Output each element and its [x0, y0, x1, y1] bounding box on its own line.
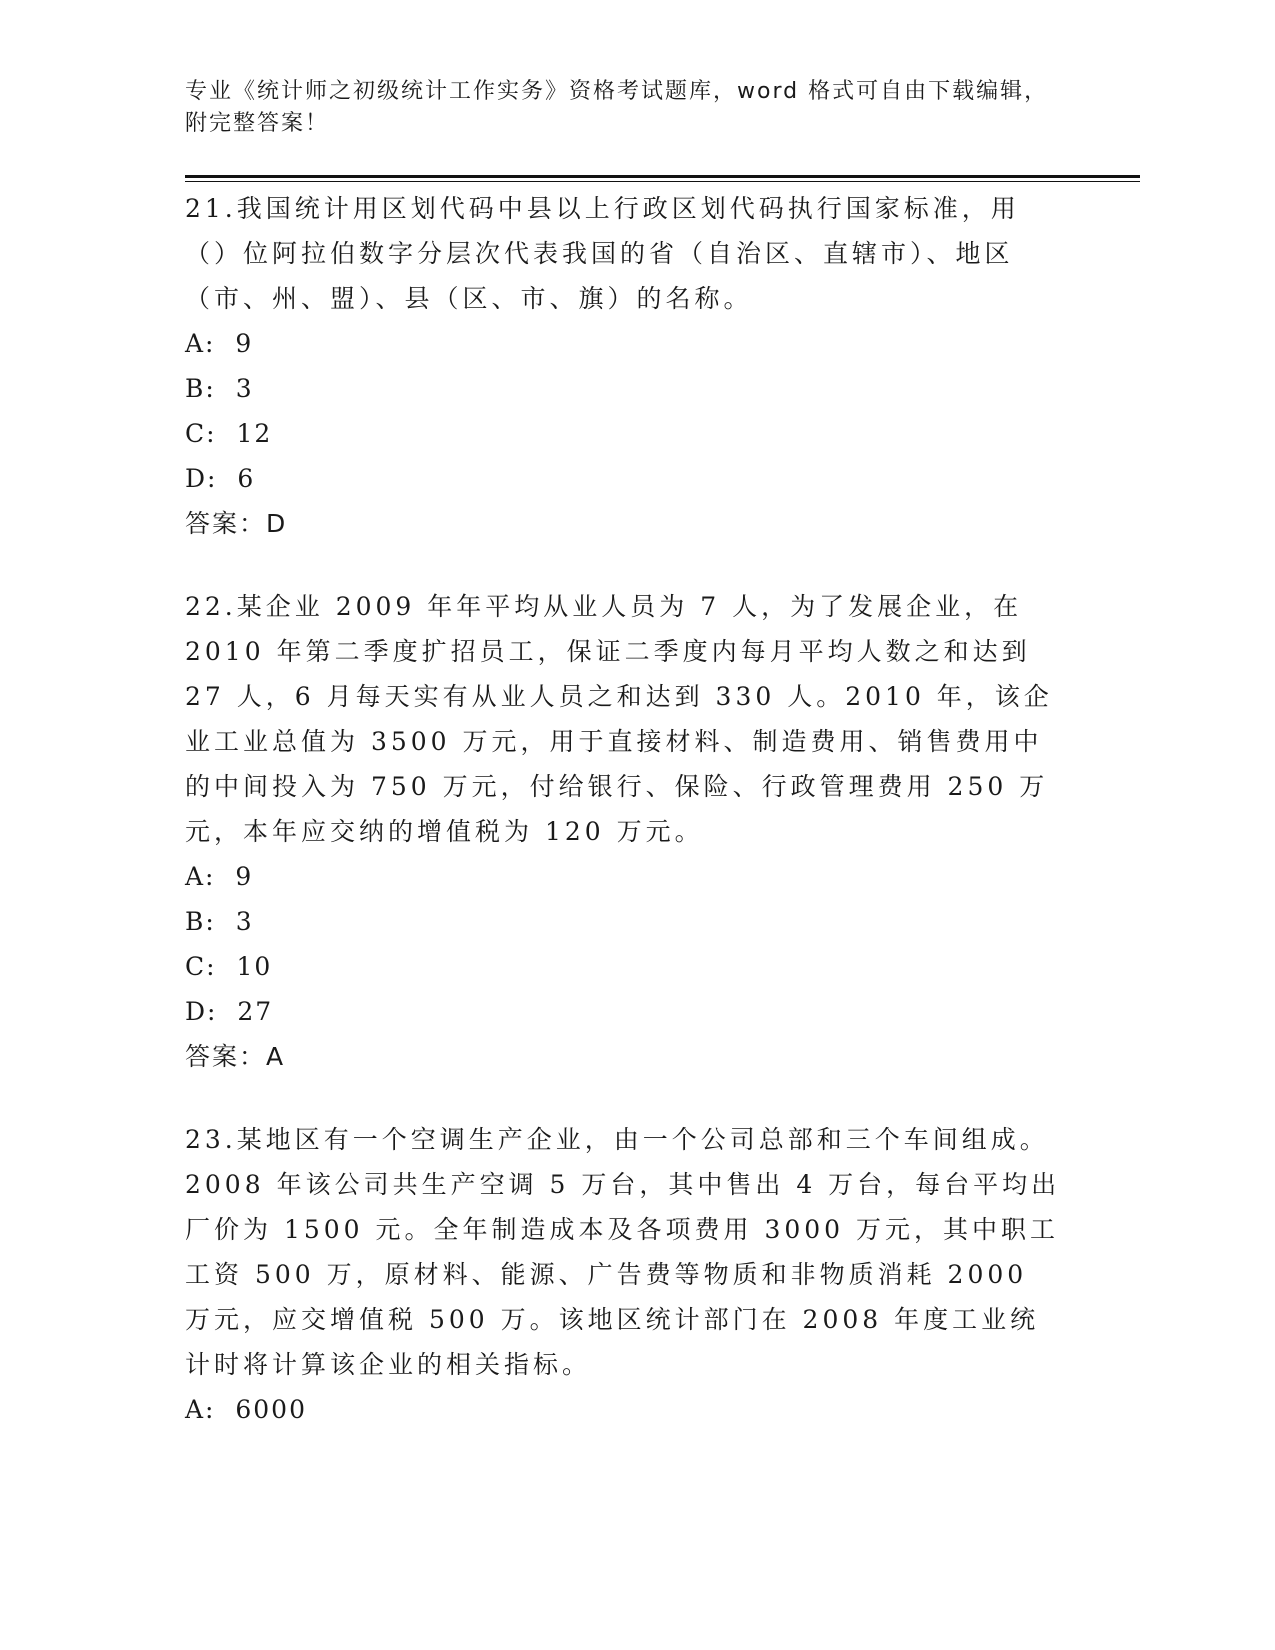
header-divider-thick	[185, 175, 1140, 178]
answer: 答案：A	[185, 1042, 286, 1071]
document-header: 专业《统计师之初级统计工作实务》资格考试题库，word 格式可自由下载编辑，附完整答案！	[185, 79, 1049, 136]
option-d: D: 6	[185, 464, 256, 493]
question-text: 22.某企业 2009 年年平均从业人员为 7 人，为了发展企业，在 2010 年第二季度扩招员工，保证二季度内每月平均人数之和达到 27 人，6 月每天实有从业人员之和达到 330 人。2010 年，该企业工业总值为 3500 万元，用于直接材料、制造费用、销售费用中的中间投入为 750 万元，付给银行、保险、行政管理费用 250 万元，本年应交纳的增值税为 120 万元。	[185, 592, 1053, 846]
question-21	[185, 186, 1065, 546]
header-divider-thin	[185, 181, 1140, 182]
option-a: A: 9	[185, 862, 254, 891]
option-a: A: 9	[185, 329, 254, 358]
option-b: B: 3	[185, 374, 254, 403]
question-text: 23.某地区有一个空调生产企业，由一个公司总部和三个车间组成。2008 年该公司共生产空调 5 万台，其中售出 4 万台，每台平均出厂价为 1500 元。全年制造成本及各项费用 3000 万元，其中职工工资 500 万，原材料、能源、广告费等物质和非物质消耗 2000 万元，应交增值税 500 万。该地区统计部门在 2008 年度工业统计时将计算该企业的相关指标。	[185, 1125, 1061, 1379]
question-list	[185, 186, 1065, 1470]
answer: 答案：D	[185, 509, 288, 538]
option-c: C: 12	[185, 419, 273, 448]
question-23	[185, 1117, 1065, 1432]
option-a: A: 6000	[185, 1395, 307, 1424]
option-c: C: 10	[185, 952, 273, 981]
option-b: B: 3	[185, 907, 254, 936]
question-text: 21.我国统计用区划代码中县以上行政区划代码执行国家标准，用（）位阿拉伯数字分层次代表我国的省（自治区、直辖市）、地区（市、州、盟）、县（区、市、旗）的名称。	[185, 194, 1020, 313]
question-22	[185, 584, 1065, 1079]
option-d: D: 27	[185, 997, 274, 1026]
